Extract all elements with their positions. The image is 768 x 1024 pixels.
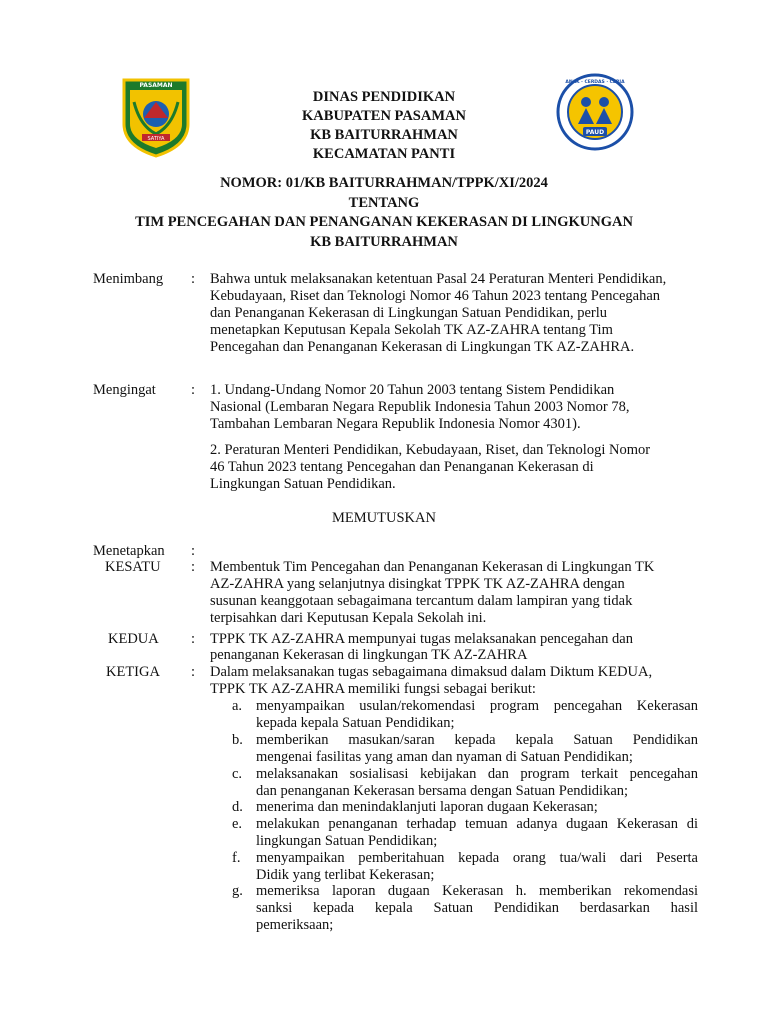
ketiga-colon: : [191, 664, 196, 680]
ketiga-item-e-line-2: lingkungan Satuan Pendidikan; [256, 833, 438, 849]
letterhead-line-3: KB BAITURRAHMAN [310, 127, 458, 143]
letterhead-line-1: DINAS PENDIDIKAN [312, 89, 456, 105]
ketiga-item-f-marker: f. [232, 850, 241, 866]
menimbang-line-2: Kebudayaan, Riset dan Teknologi Nomor 46 Tahun 2023 tentang Pencegahan [210, 288, 661, 304]
right-logo-badge: PAUD [585, 129, 605, 136]
ketiga-item-g-line-3: pemeriksaan; [256, 917, 334, 933]
ketiga-item-c-marker: c. [232, 766, 243, 782]
menimbang-label: Menimbang [93, 271, 164, 287]
menimbang-colon: : [191, 271, 196, 287]
kesatu-line-4: terpisahkan dari Keputusan Kepala Sekolah ini. [210, 610, 487, 626]
title-line-2: KB BAITURRAHMAN [310, 233, 458, 250]
mengingat-item2-line-2: 46 Tahun 2023 tentang Pencegahan dan Penanganan Kekerasan di [210, 459, 594, 475]
kesatu-line-1: Membentuk Tim Pencegahan dan Penanganan Kekerasan di Lingkungan TK [210, 559, 655, 575]
ketiga-line-1: Dalam melaksanakan tugas sebagaimana dimaksud dalam Diktum KEDUA, [210, 664, 653, 680]
paud-logo [556, 72, 634, 152]
menimbang-line-3: dan Penanganan Kekerasan di Lingkungan Satuan Pendidikan, perlu [210, 305, 608, 321]
menimbang-line-5: Pencegahan dan Penanganan Kekerasan di Lingkungan TK AZ-ZAHRA. [210, 339, 635, 355]
ketiga-item-f-line-1: menyampaikan pemberitahuan kepada orang tua/wali dari Peserta [256, 850, 698, 866]
kedua-label: KEDUA [108, 631, 159, 647]
kesatu-colon: : [191, 559, 196, 575]
menimbang-line-4: menetapkan Keputusan Kepala Sekolah TK AZ-ZAHRA tentang Tim [210, 322, 613, 338]
ketiga-item-a-line-1: menyampaikan usulan/rekomendasi program pencegahan Kekerasan [256, 698, 698, 714]
letterhead-line-4: KECAMATAN PANTI [312, 146, 456, 162]
ketiga-item-c-line-2: dan penanganan Kekerasan bersama dengan Satuan Pendidikan; [256, 783, 629, 799]
kesatu-line-2: AZ-ZAHRA yang selanjutnya disingkat TPPK TK AZ-ZAHRA dengan [210, 576, 625, 592]
document-title [60, 174, 708, 252]
ketiga-item-e-line-1: melakukan penanganan terhadap temuan adanya dugaan Kekerasan di [256, 816, 698, 832]
ketiga-item-g-marker: g. [232, 883, 243, 899]
ketiga-item-b-line-1: memberikan masukan/saran kepada kepala Satuan Pendidikan [256, 732, 698, 748]
left-logo-text-top: PASAMAN [139, 82, 173, 89]
ketiga-item-d-line-1: menerima dan menindaklanjuti laporan dugaan Kekerasan; [256, 799, 598, 815]
menimbang-line-1: Bahwa untuk melaksanakan ketentuan Pasal 24 Peraturan Menteri Pendidikan, [210, 271, 667, 287]
ketiga-item-b-marker: b. [232, 732, 243, 748]
pasaman-regency-logo [120, 76, 192, 158]
ketiga-item-f-line-2: Didik yang terlibat Kekerasan; [256, 867, 435, 883]
ketiga-item-b-line-2: mengenai fasilitas yang aman dan nyaman di Satuan Pendidikan; [256, 749, 633, 765]
left-logo-text-bottom: SATIYA [147, 136, 165, 142]
tentang: TENTANG [348, 194, 420, 211]
title-line-1: TIM PENCEGAHAN DAN PENANGANAN KEKERASAN DI LINGKUNGAN [135, 214, 633, 230]
mengingat-item2-line-3: Lingkungan Satuan Pendidikan. [210, 476, 396, 492]
menetapkan-colon: : [191, 543, 196, 559]
ketiga-item-c-line-1: melaksanakan sosialisasi kebijakan dan program terkait pencegahan [256, 766, 698, 782]
letterhead [234, 88, 534, 164]
ketiga-item-a-line-2: kepada kepala Satuan Pendidikan; [256, 715, 455, 731]
kedua-line-1: TPPK TK AZ-ZAHRA mempunyai tugas melaksanakan pencegahan dan [210, 631, 633, 647]
ketiga-item-g-line-1: memeriksa laporan dugaan Kekerasan h. memberikan rekomendasi [256, 883, 698, 899]
nomor: NOMOR: 01/KB BAITURRAHMAN/TPPK/XI/2024 [220, 175, 548, 191]
mengingat-colon: : [191, 382, 196, 398]
mengingat-item1-line-2: Nasional (Lembaran Negara Republik Indonesia Tahun 2003 Nomor 78, [210, 399, 630, 415]
right-logo-arc-text: ANAK · CERDAS · CERIA [565, 80, 625, 85]
ketiga-line-2: TPPK TK AZ-ZAHRA memiliki fungsi sebagai berikut: [210, 681, 536, 697]
mengingat-item1-line-1: 1. Undang-Undang Nomor 20 Tahun 2003 tentang Sistem Pendidikan [210, 382, 615, 398]
menetapkan-label: Menetapkan [93, 543, 165, 559]
kesatu-line-3: susunan keanggotaan sebagaimana tercantum dalam lampiran yang tidak [210, 593, 633, 609]
ketiga-label: KETIGA [106, 664, 160, 680]
ketiga-item-d-marker: d. [232, 799, 243, 815]
ketiga-item-g-line-2: sanksi kepada kepala Satuan Pendidikan berdasarkan hasil [256, 900, 698, 916]
kedua-line-2: penanganan Kekerasan di lingkungan TK AZ-ZAHRA [210, 647, 528, 663]
letterhead-line-2: KABUPATEN PASAMAN [302, 108, 466, 124]
kesatu-label: KESATU [105, 559, 161, 575]
ketiga-item-e-marker: e. [232, 816, 243, 832]
memutuskan-heading: MEMUTUSKAN [332, 510, 436, 526]
kedua-colon: : [191, 631, 196, 647]
mengingat-label: Mengingat [93, 382, 156, 398]
mengingat-item1-line-3: Tambahan Lembaran Negara Republik Indonesia Nomor 4301). [210, 416, 581, 432]
mengingat-item2-line-1: 2. Peraturan Menteri Pendidikan, Kebudayaan, Riset, dan Teknologi Nomor [210, 442, 651, 458]
ketiga-item-a-marker: a. [232, 698, 243, 714]
